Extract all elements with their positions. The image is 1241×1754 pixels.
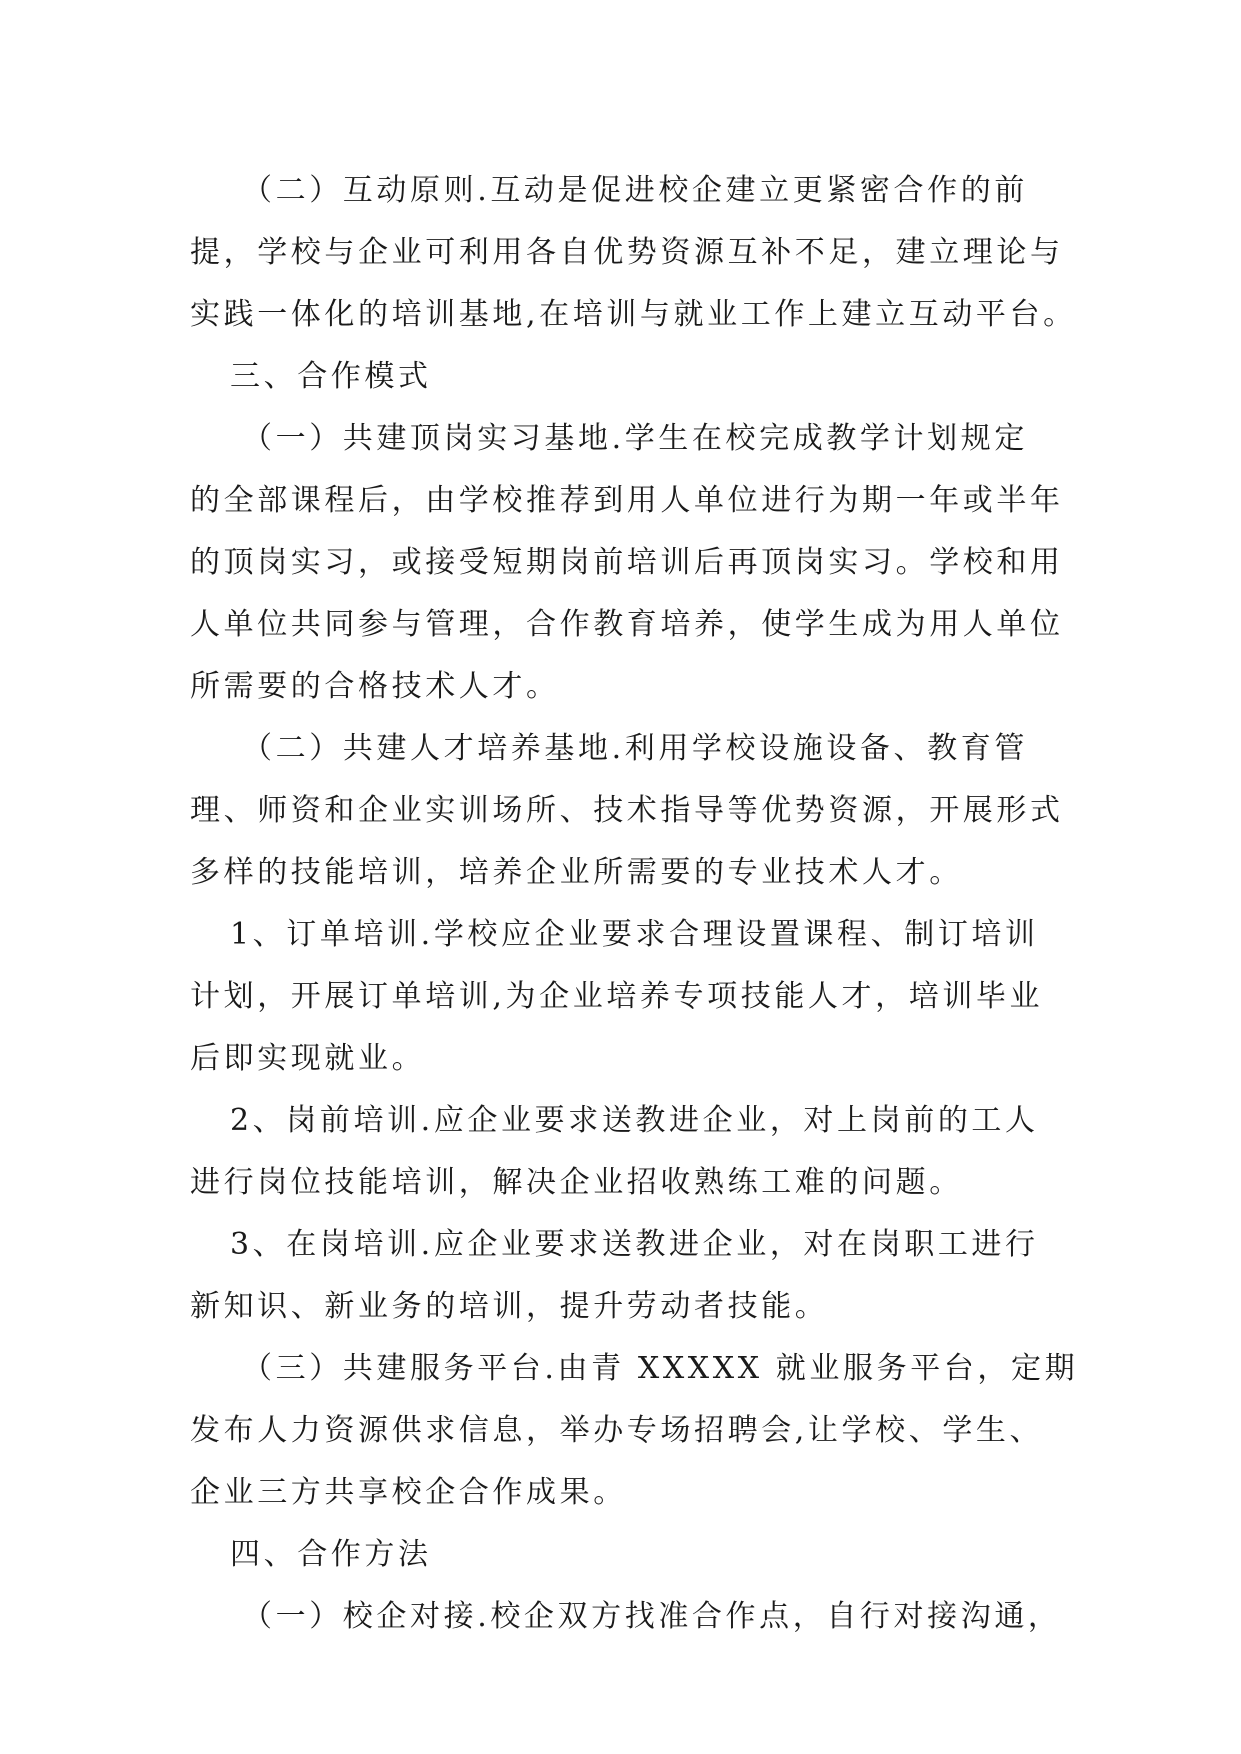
section-heading: 四、合作方法 bbox=[230, 1537, 432, 1572]
paragraph-line: 的全部课程后，由学校推荐到用人单位进行为期一年或半年 bbox=[190, 483, 1064, 518]
paragraph-line: 理、师资和企业实训场所、技术指导等优势资源，开展形式 bbox=[190, 793, 1064, 828]
paragraph-line: 的顶岗实习，或接受短期岗前培训后再顶岗实习。学校和用 bbox=[190, 545, 1064, 580]
paragraph-line: （二）共建人才培养基地.利用学校设施设备、教育管 bbox=[242, 731, 1028, 766]
paragraph-line: 企业三方共享校企合作成果。 bbox=[190, 1475, 627, 1510]
paragraph-line: 3、在岗培训.应企业要求送教进企业，对在岗职工进行 bbox=[230, 1227, 1039, 1262]
paragraph-line: 实践一体化的培训基地,在培训与就业工作上建立互动平台。 bbox=[190, 297, 1077, 332]
paragraph-line: （一）共建顶岗实习基地.学生在校完成教学计划规定 bbox=[242, 421, 1028, 456]
paragraph-line: 进行岗位技能培训，解决企业招收熟练工难的问题。 bbox=[190, 1165, 963, 1200]
paragraph-line: 发布人力资源供求信息，举办专场招聘会,让学校、学生、 bbox=[190, 1413, 1044, 1448]
paragraph-line: 提，学校与企业可利用各自优势资源互补不足，建立理论与 bbox=[190, 235, 1064, 270]
paragraph-line: 人单位共同参与管理，合作教育培养，使学生成为用人单位 bbox=[190, 607, 1064, 642]
paragraph-line: （三）共建服务平台.由青 XXXXX 就业服务平台，定期 bbox=[242, 1351, 1079, 1386]
paragraph-line: 新知识、新业务的培训，提升劳动者技能。 bbox=[190, 1289, 829, 1324]
paragraph-line: （二）互动原则.互动是促进校企建立更紧密合作的前 bbox=[242, 173, 1028, 208]
paragraph-line: 多样的技能培训，培养企业所需要的专业技术人才。 bbox=[190, 855, 963, 890]
paragraph-line: 后即实现就业。 bbox=[190, 1041, 426, 1076]
paragraph-line: 所需要的合格技术人才。 bbox=[190, 669, 560, 704]
paragraph-line: 1、订单培训.学校应企业要求合理设置课程、制订培训 bbox=[230, 917, 1039, 952]
section-heading: 三、合作模式 bbox=[230, 359, 432, 394]
paragraph-line: 2、岗前培训.应企业要求送教进企业，对上岗前的工人 bbox=[230, 1103, 1039, 1138]
paragraph-line: （一）校企对接.校企双方找准合作点，自行对接沟通， bbox=[242, 1599, 1062, 1634]
document-body bbox=[190, 160, 1080, 1648]
paragraph-line: 计划，开展订单培训,为企业培养专项技能人才，培训毕业 bbox=[190, 979, 1044, 1014]
